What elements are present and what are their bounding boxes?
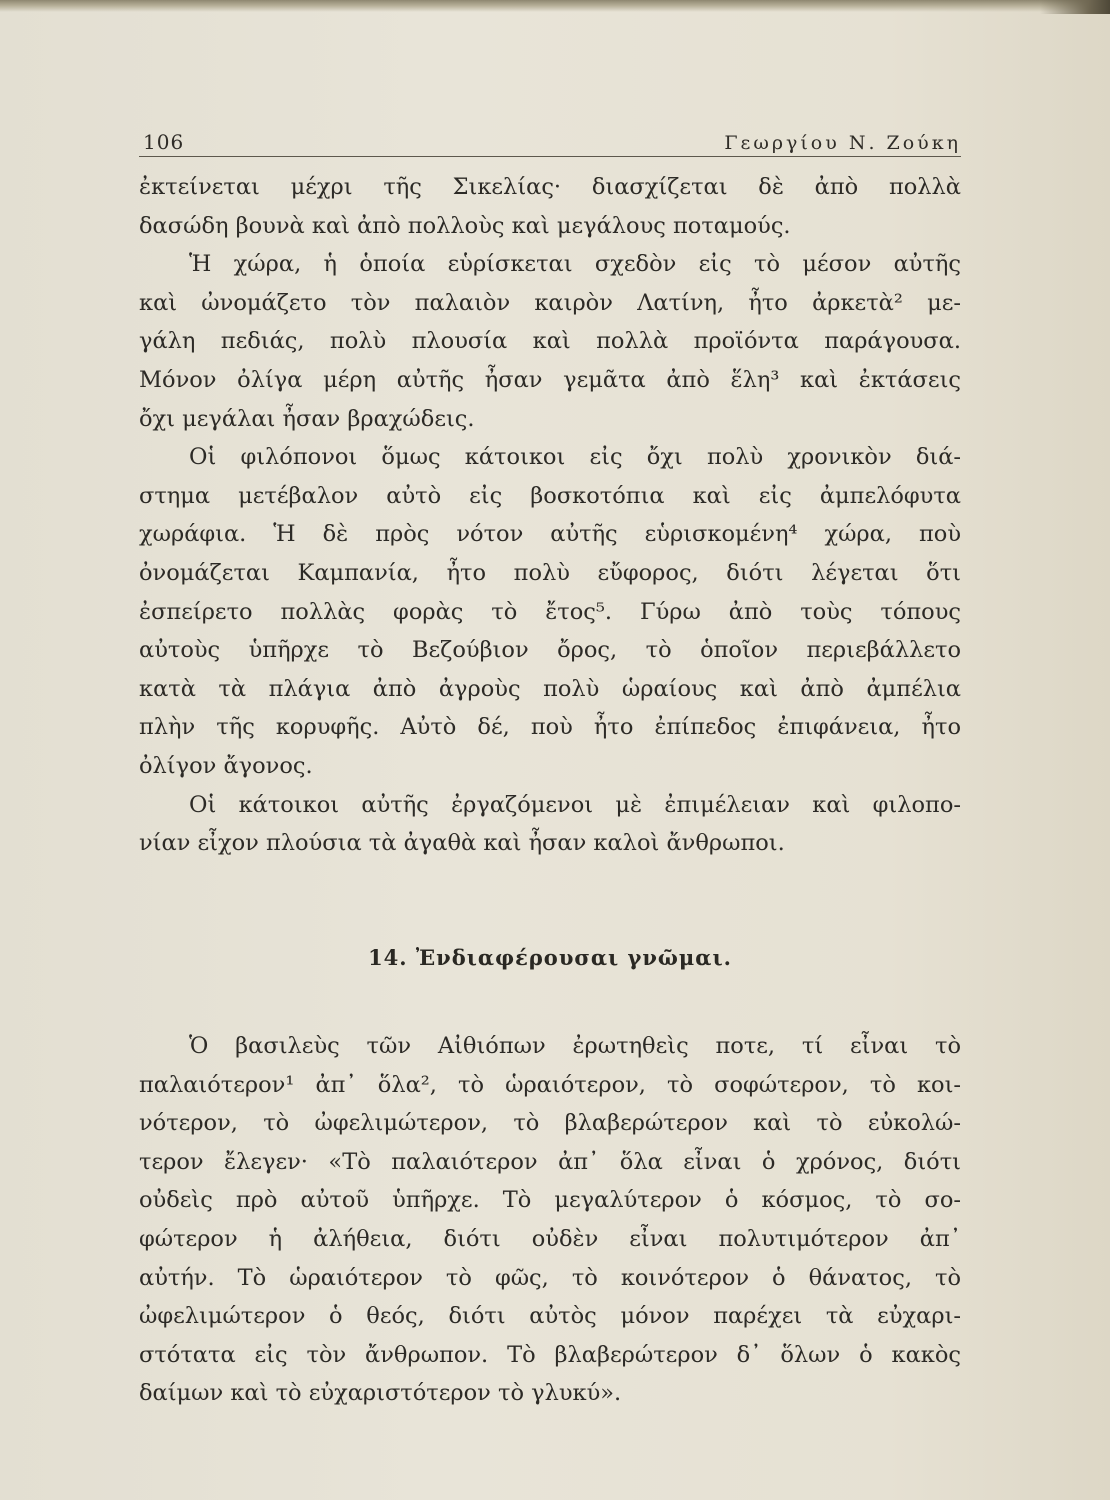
header-rule: [139, 156, 961, 157]
text-line: Μόνον ὀλίγα μέρη αὐτῆς ἦσαν γεμᾶτα ἀπὸ ἕλη³ καὶ ἐκτάσεις: [139, 366, 961, 393]
text-line: ἐκτείνεται μέχρι τῆς Σικελίας· διασχίζεται δὲ ἀπὸ πολλὰ: [139, 174, 961, 200]
text-line: Οἱ φιλόπονοι ὅμως κάτοικοι εἰς ὄχι πολὺ χρονικὸν διά-: [189, 444, 961, 471]
text-line: οὐδεὶς πρὸ αὐτοῦ ὑπῆρχε. Τὸ μεγαλύτερον ὁ κόσμος, τὸ σο-: [139, 1187, 961, 1214]
text-line: δαίμων καὶ τὸ εὐχαριστότερον τὸ γλυκύ».: [139, 1380, 622, 1407]
text-line: δασώδη βουνὰ καὶ ἀπὸ πολλοὺς καὶ μεγάλους ποταμούς.: [139, 212, 791, 239]
text-line: ὠφελιμώτερον ὁ θεός, διότι αὐτὸς μόνον παρέχει τὰ εὐχαρι-: [139, 1303, 961, 1330]
page-top-edge: [0, 0, 1110, 12]
text-section-opinions: [139, 1027, 961, 1413]
text-line: κατὰ τὰ πλάγια ἀπὸ ἀγροὺς πολὺ ὡραίους καὶ ἀπὸ ἀμπέλια: [139, 675, 961, 702]
text-line: καὶ ὠνομάζετο τὸν παλαιὸν καιρὸν Λατίνη, ἦτο ἀρκετὰ² με-: [139, 289, 961, 316]
text-line: πλὴν τῆς κορυφῆς. Αὐτὸ δέ, ποὺ ἦτο ἐπίπεδος ἐπιφάνεια, ἦτο: [139, 714, 961, 741]
text-line: νίαν εἶχον πλούσια τὰ ἀγαθὰ καὶ ἦσαν καλοὶ ἄνθρωποι.: [139, 830, 785, 857]
text-line: αὐτοὺς ὑπῆρχε τὸ Βεζούβιον ὄρος, τὸ ὁποῖον περιεβάλλετο: [139, 637, 961, 664]
text-section-italy: [139, 168, 961, 863]
text-line: παλαιότερον¹ ἀπ᾿ ὅλα², τὸ ὡραιότερον, τὸ σοφώτερον, τὸ κοι-: [139, 1071, 961, 1098]
text-line: στότατα εἰς τὸν ἄνθρωπον. Τὸ βλαβερώτερον δ᾿ ὅλων ὁ κακὸς: [139, 1341, 961, 1368]
text-line: χωράφια. Ἡ δὲ πρὸς νότον αὐτῆς εὑρισκομένη⁴ χώρα, ποὺ: [139, 521, 961, 548]
text-line: ὀνομάζεται Καμπανία, ἦτο πολὺ εὔφορος, διότι λέγεται ὅτι: [139, 559, 961, 586]
text-line: στημα μετέβαλον αὐτὸ εἰς βοσκοτόπια καὶ εἰς ἀμπελόφυτα: [139, 482, 961, 509]
text-line: Οἱ κάτοικοι αὐτῆς ἐργαζόμενοι μὲ ἐπιμέλειαν καὶ φιλοπο-: [189, 791, 961, 818]
text-line: ὀλίγον ἄγονος.: [139, 752, 313, 779]
section-heading: 14. Ἐνδιαφέρουσαι γνῶμαι.: [368, 945, 732, 970]
text-line: Ὁ βασιλεὺς τῶν Αἰθιόπων ἐρωτηθεὶς ποτε, τί εἶναι τὸ: [189, 1033, 961, 1059]
page-number: 106: [143, 130, 185, 154]
text-line: Ἡ χώρα, ἡ ὁποία εὑρίσκεται σχεδὸν εἰς τὸ μέσον αὐτῆς: [189, 251, 961, 278]
page-header: [139, 126, 961, 158]
text-line: φώτερον ἡ ἀλήθεια, διότι οὐδὲν εἶναι πολυτιμότερον ἀπ᾿: [139, 1225, 961, 1252]
text-line: ἐσπείρετο πολλὰς φορὰς τὸ ἔτος⁵. Γύρω ἀπὸ τοὺς τόπους: [139, 598, 961, 625]
text-line: ὄχι μεγάλαι ἦσαν βραχώδεις.: [139, 405, 475, 432]
page-corner-shadow: [1040, 0, 1110, 14]
running-head: Γεωργίου Ν. Ζούκη: [724, 132, 961, 154]
text-line: γάλη πεδιάς, πολὺ πλουσία καὶ πολλὰ προϊόντα παράγουσα.: [139, 328, 961, 355]
text-line: τερον ἔλεγεν· «Τὸ παλαιότερον ἀπ᾿ ὅλα εἶναι ὁ χρόνος, διότι: [139, 1148, 961, 1175]
text-line: νότερον, τὸ ὠφελιμώτερον, τὸ βλαβερώτερον καὶ τὸ εὐκολώ-: [139, 1110, 961, 1137]
text-line: αὐτήν. Τὸ ὡραιότερον τὸ φῶς, τὸ κοινότερον ὁ θάνατος, τὸ: [139, 1264, 961, 1291]
